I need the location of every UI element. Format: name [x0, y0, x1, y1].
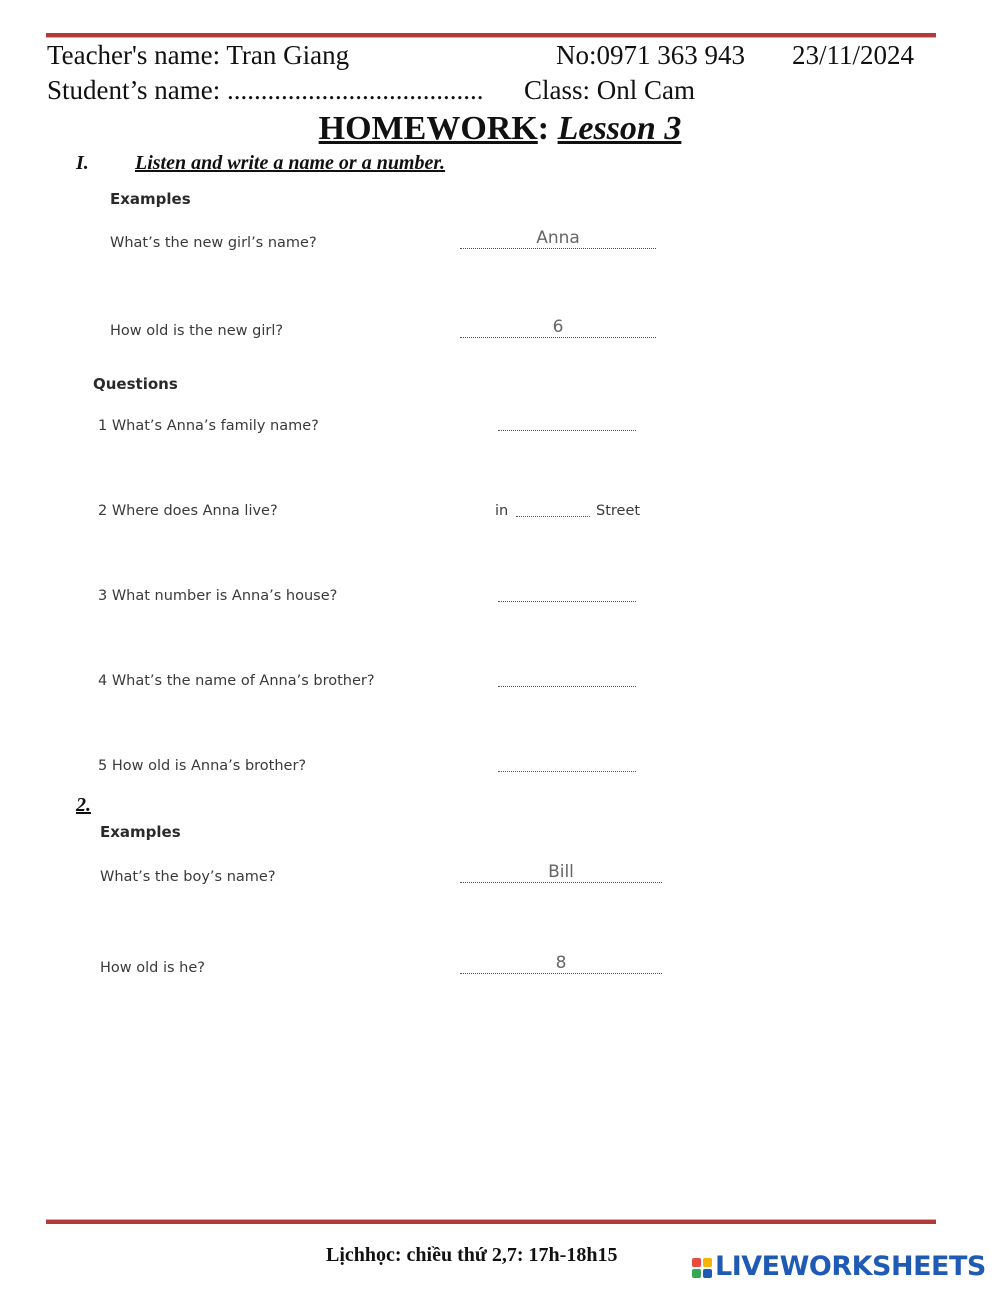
answer-suffix: Street: [596, 503, 641, 519]
answer-line: [498, 430, 636, 431]
title-lesson: Lesson 3: [557, 110, 682, 147]
answer-input-3[interactable]: [498, 583, 636, 601]
student-name-label: Student’s name: ......................................: [47, 75, 484, 105]
title-colon: :: [537, 110, 550, 147]
teacher-name: Teacher's name: Tran Giang: [47, 40, 350, 70]
liveworksheets-logo-text: LIVEWORKSHEETS: [715, 1251, 986, 1282]
examples-heading: Examples: [100, 823, 181, 841]
answer-input-5[interactable]: [498, 753, 636, 771]
answer-input-1[interactable]: [498, 412, 636, 430]
answer-line: [498, 771, 636, 772]
example-answer: Anna: [536, 228, 580, 248]
answer-line: [460, 337, 656, 338]
answer-input-2[interactable]: [516, 498, 590, 516]
liveworksheets-logo: [692, 1251, 986, 1282]
answer-line: [460, 973, 662, 974]
answer-line: [460, 882, 662, 883]
answer-line: [498, 686, 636, 687]
section-1-instruction: [135, 152, 445, 175]
date: 23/11/2024: [792, 40, 915, 70]
section-1-instruction-text: Listen and write a name or a number.: [135, 152, 446, 174]
question-2: 2 Where does Anna live?: [98, 503, 278, 519]
section-2-number-text: 2.: [76, 794, 91, 816]
question-4: 4 What’s the name of Anna’s brother?: [98, 673, 375, 689]
section-1-number: I.: [76, 152, 89, 174]
examples-heading: Examples: [110, 190, 191, 208]
page-title: [0, 108, 1000, 150]
answer-line: [516, 516, 590, 517]
answer-input-4[interactable]: [498, 668, 636, 686]
section-2-number: [76, 794, 91, 817]
title-homework: HOMEWORK: [318, 110, 538, 147]
example-question: What’s the new girl’s name?: [110, 235, 317, 251]
example-question: What’s the boy’s name?: [100, 869, 276, 885]
answer-prefix: in: [495, 503, 509, 519]
example-question: How old is the new girl?: [110, 323, 284, 339]
question-1: 1 What’s Anna’s family name?: [98, 418, 319, 434]
question-5: 5 How old is Anna’s brother?: [98, 758, 307, 774]
example-answer: Bill: [548, 862, 574, 882]
class-schedule: Lịchhọc: chiều thứ 2,7: 17h-18h15: [326, 1244, 618, 1266]
bottom-rule: [46, 1219, 936, 1224]
example-answer: 8: [555, 953, 567, 973]
question-3: 3 What number is Anna’s house?: [98, 588, 338, 604]
example-answer: 6: [552, 317, 564, 337]
answer-line: [498, 601, 636, 602]
class-label: Class: Onl Cam: [524, 75, 696, 105]
liveworksheets-logo-icon: [692, 1258, 712, 1278]
phone-number: No:0971 363 943: [556, 40, 745, 70]
answer-line: [460, 248, 656, 249]
example-question: How old is he?: [100, 960, 205, 976]
questions-heading: Questions: [93, 375, 178, 393]
top-rule: [46, 33, 936, 38]
